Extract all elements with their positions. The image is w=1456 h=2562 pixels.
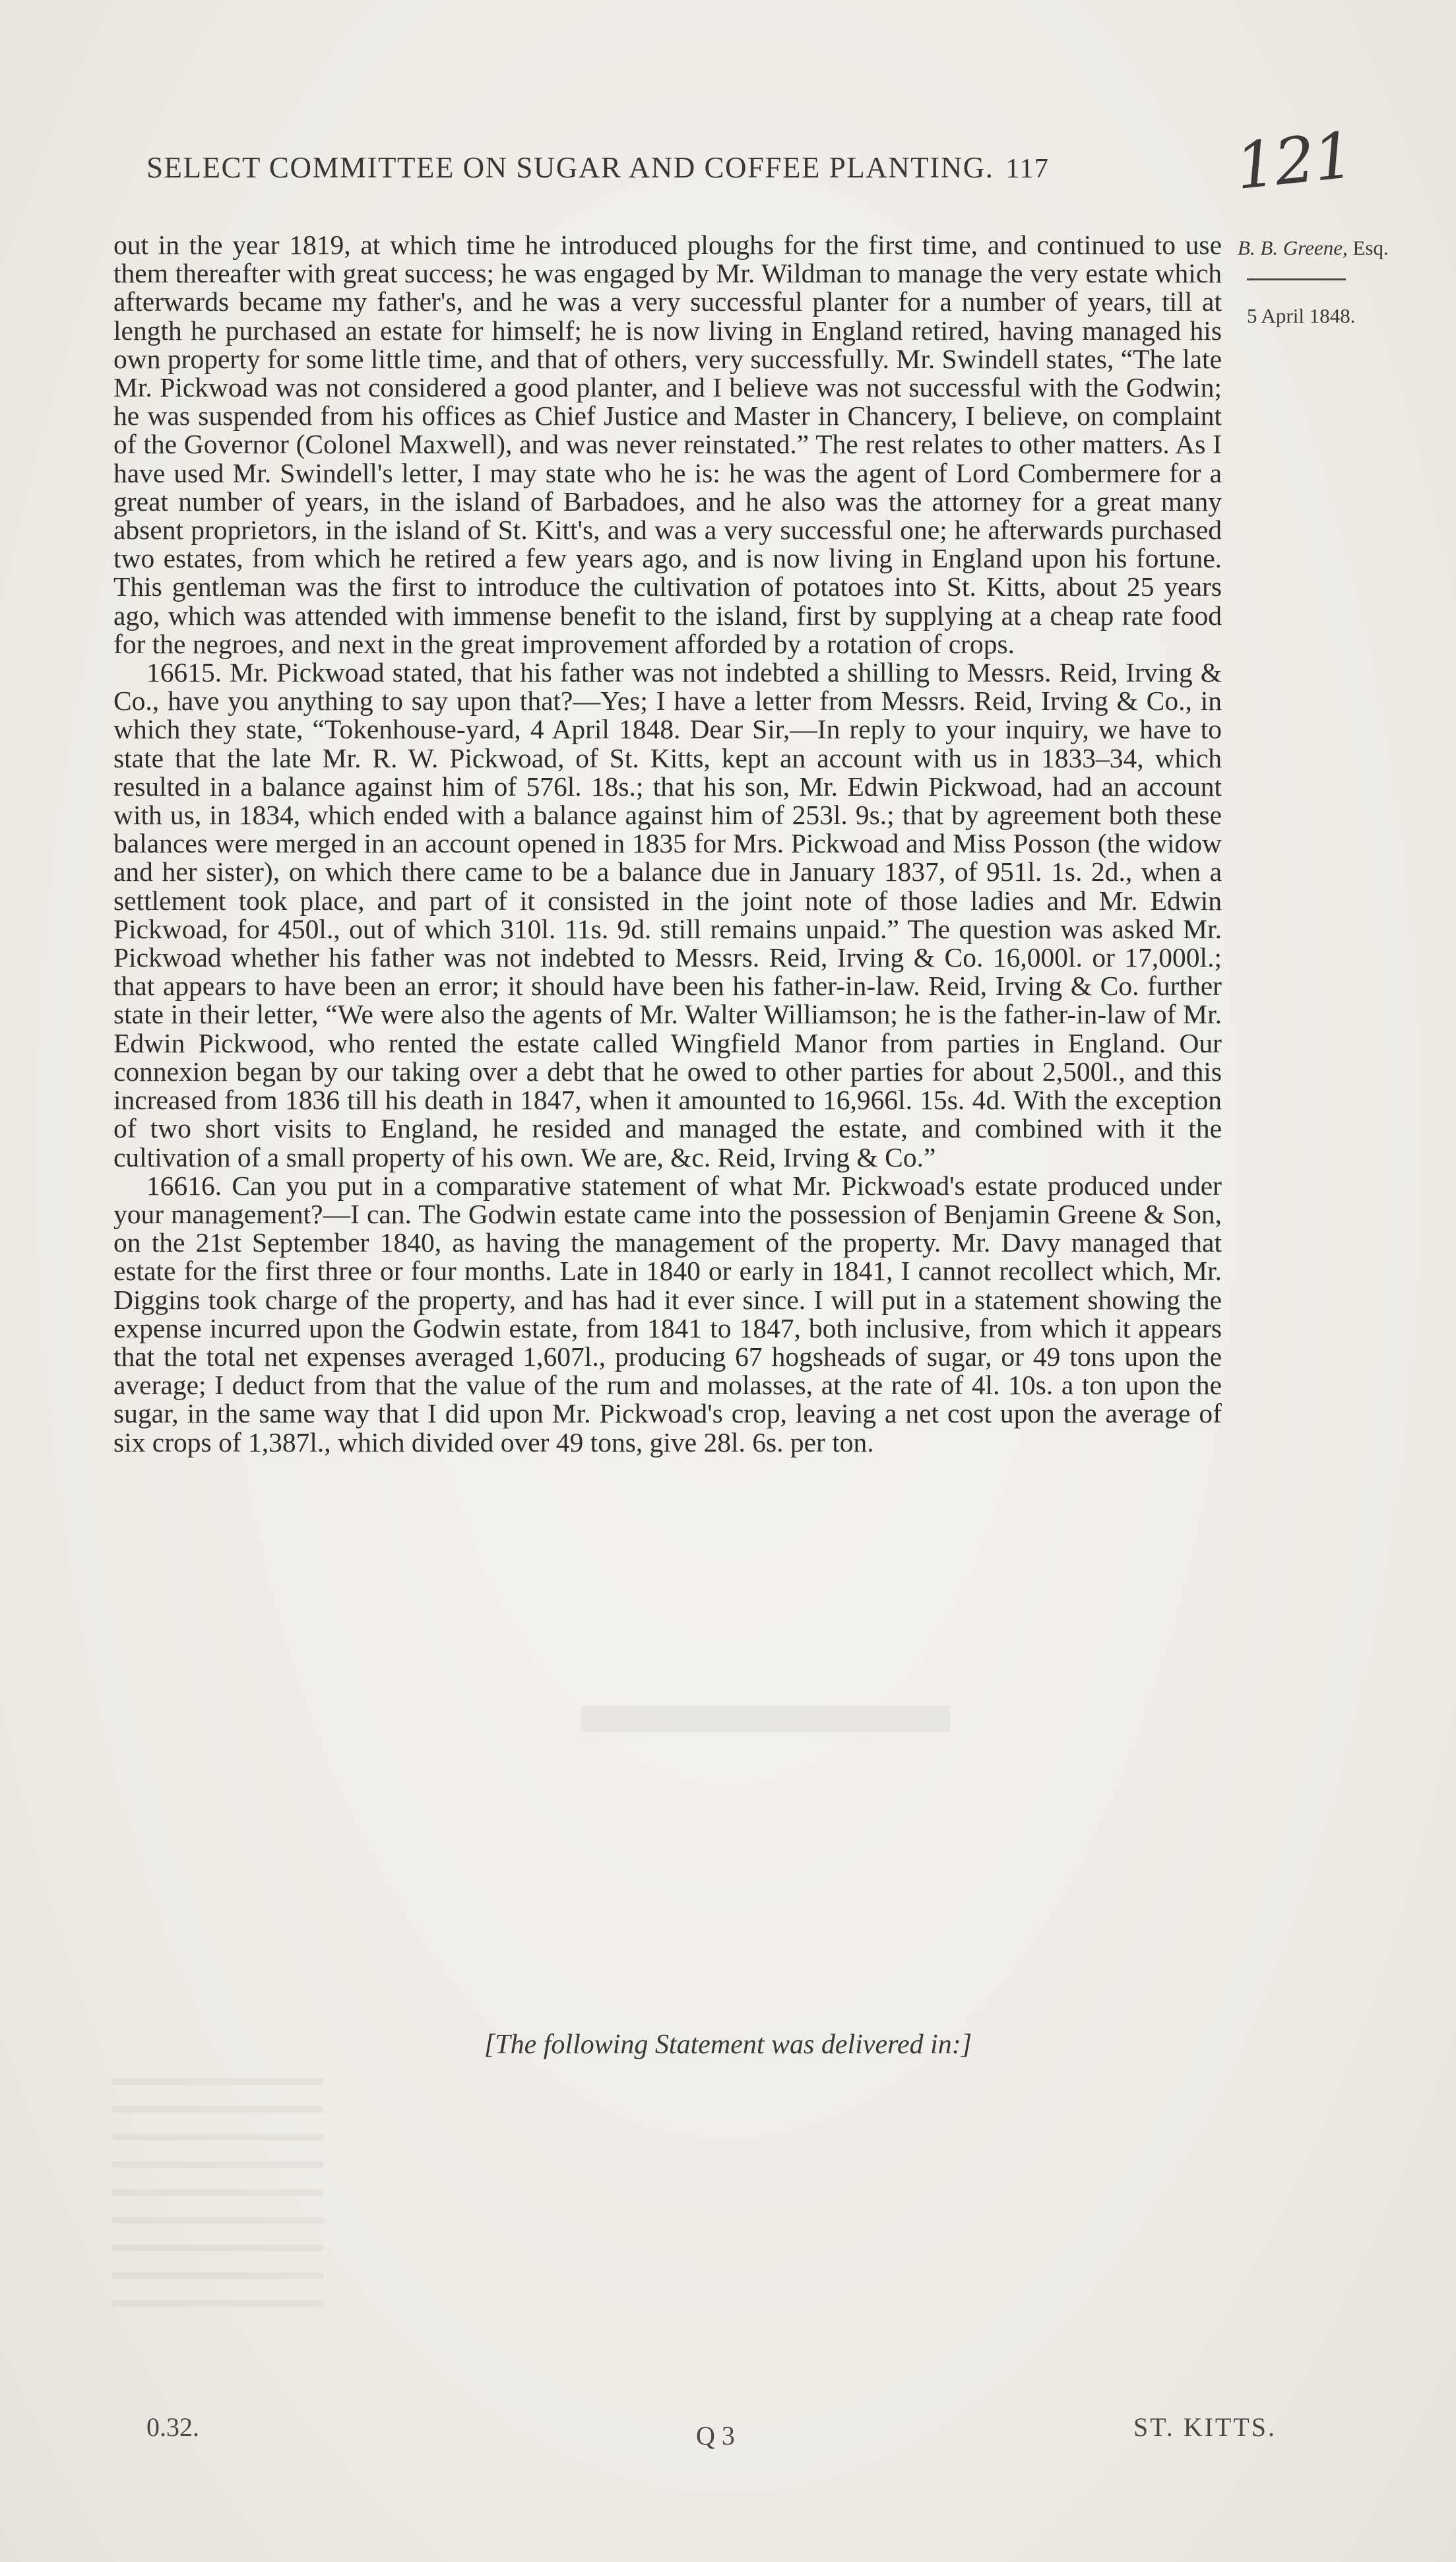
margin-date: 5 April 1848. xyxy=(1247,304,1356,327)
show-through-text xyxy=(112,2078,323,2316)
footer-signature-mark: 0.32. xyxy=(146,2412,199,2442)
show-through-smudge xyxy=(581,1706,950,1732)
page-title: SELECT COMMITTEE ON SUGAR AND COFFEE PLANTING. xyxy=(146,151,994,184)
witness-title: Esq. xyxy=(1352,236,1389,259)
handwritten-folio-number: 121 xyxy=(1232,118,1356,204)
body-text xyxy=(113,231,1222,1457)
margin-note xyxy=(1238,236,1449,328)
page-number: 117 xyxy=(1005,154,1050,184)
paragraph-16616: 16616. Can you put in a comparative statement of what Mr. Pickwoad's estate produced under your management?—I can. The Godwin estate came into the possession of Benjamin Greene & Son, on the 21st September 1840, as having the management of the property. Mr. Davy managed that estate for the first three or four months. Late in 1840 or early in 1841, I cannot recollect which, Mr. Diggins took charge of the property, and has had it ever since. I will put in a statement showing the expense incurred upon the Godwin estate, from 1841 to 1847, both inclusive, from which it appears that the total net expenses averaged 1,607l., producing 67 hogsheads of sugar, or 49 tons upon the average; I deduct from that the value of the rum and molasses, at the rate of 4l. 10s. a ton upon the sugar, in the same way that I did upon Mr. Pickwoad's crop, leaving a net cost upon the average of six crops of 1,387l., which divided over 49 tons, give 28l. 6s. per ton. xyxy=(113,1170,1222,1457)
footer-catchword: ST. KITTS. xyxy=(1133,2412,1277,2442)
running-header xyxy=(146,150,1228,185)
paragraph-16615: 16615. Mr. Pickwoad stated, that his father was not indebted a shilling to Messrs. Reid, Irving & Co., have you anything to say upon that?—Yes; I have a letter from Messrs. Reid, Irving & Co., in which they state, “Tokenhouse-yard, 4 April 1848. Dear Sir,—In reply to your inquiry, we have to state that the late Mr. R. W. Pickwoad, of St. Kitts, kept an account with us in 1833–34, which resulted in a balance against him of 576l. 18s.; that his son, Mr. Edwin Pickwoad, had an account with us, in 1834, which ended with a balance against him of 253l. 9s.; that by agreement both these balances were merged in an account opened in 1835 for Mrs. Pickwoad and Miss Posson (the widow and her sister), on which there came to be a balance due in January 1837, of 951l. 1s. 2d., when a settlement took place, and part of it consisted in the joint note of those ladies and Mr. Edwin Pickwoad, for 450l., out of which 310l. 11s. 9d. still remains unpaid.” The question was asked Mr. Pickwoad whether his father was not indebted to Messrs. Reid, Irving & Co. 16,000l. or 17,000l.; that appears to have been an error; it should have been his father-in-law. Reid, Irving & Co. further state in their letter, “We were also the agents of Mr. Walter Williamson; he is the father-in-law of Mr. Edwin Pickwood, who rented the estate called Wingfield Manor from parties in England. Our connexion began by our taking over a debt that he owed to other parties for about 2,500l., and this increased from 1836 till his death in 1847, when it amounted to 16,966l. 15s. 4d. With the exception of two short visits to England, he resided and managed the estate, and combined with it the cultivation of a small property of his own. We are, &c. Reid, Irving & Co.” xyxy=(113,657,1222,1172)
paragraph-continuation: out in the year 1819, at which time he introduced ploughs for the first time, and continued to use them thereafter with great success; he was engaged by Mr. Wildman to manage the very estate which afterwards became my father's, and he was a very successful planter for a number of years, till at length he purchased an estate for himself; he is now living in England retired, having managed his own property for some little time, and that of others, very successfully. Mr. Swindell states, “The late Mr. Pickwoad was not considered a good planter, and I believe was not successful with the Godwin; he was suspended from his offices as Chief Justice and Master in Chancery, I believe, on complaint of the Governor (Colonel Maxwell), and was never reinstated.” The rest relates to other matters. As I have used Mr. Swindell's letter, I may state who he is: he was the agent of Lord Combermere for a great number of years, in the island of Barbadoes, and he also was the attorney for a great many absent proprietors, in the island of St. Kitt's, and was a very successful one; he afterwards purchased two estates, from which he retired a few years ago, and is now living in England upon his fortune. This gentleman was the first to introduce the cultivation of potatoes into St. Kitts, about 25 years ago, which was attended with immense benefit to the island, first by supplying at a cheap rate food for the negroes, and next in the great improvement afforded by a rotation of crops. xyxy=(113,230,1222,659)
footer-signature-q: Q 3 xyxy=(696,2421,735,2450)
statement-note: [The following Statement was delivered in:] xyxy=(484,2030,972,2060)
witness-name xyxy=(1238,236,1449,260)
witness-initials: B. B. Greene, xyxy=(1238,236,1348,259)
margin-rule xyxy=(1247,278,1346,280)
